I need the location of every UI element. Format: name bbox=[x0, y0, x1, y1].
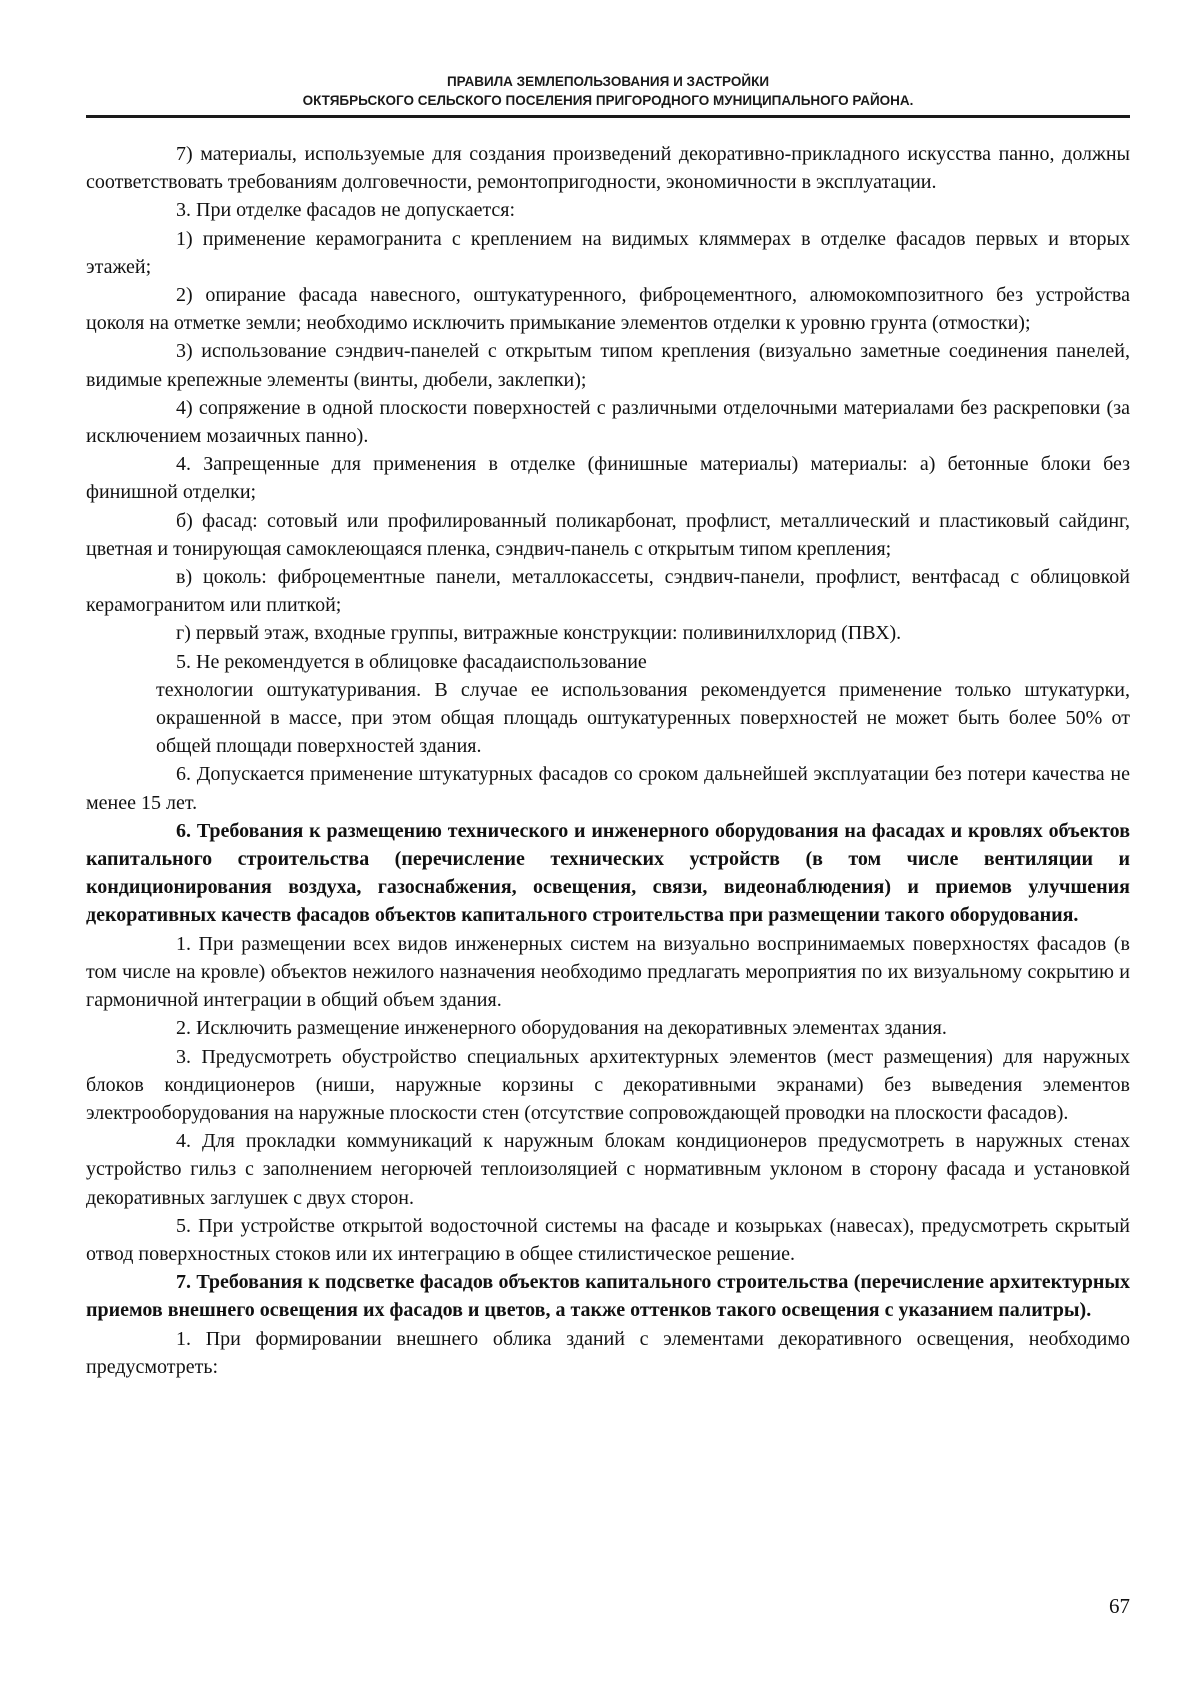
paragraph: 3. Предусмотреть обустройство специальных архитектурных элементов (мест размещения) для наружных блоков кондиционеров (ниши, наружные корзины с декоративными экранами) без выведения элементов электрооборудования на наружные плоскости стен (отсутствие сопровождающей проводки на плоскости фасадов). bbox=[86, 1045, 1130, 1124]
section-heading-6: 6. Требования к размещению технического и инженерного оборудования на фасадах и кровлях объектов капитального строительства (перечисление технических устройств (в том числе вентиляции и кондиционирования воздуха, газоснабжения, освещения, связи, видеонаблюдения) и приемов улучшения декоративных качеств фасадов объектов капитального строительства при размещении такого оборудования. bbox=[86, 819, 1130, 927]
paragraph: г) первый этаж, входные группы, витражные конструкции: поливинилхлорид (ПВХ). bbox=[176, 622, 902, 645]
section-heading-7: 7. Требования к подсветке фасадов объектов капитального строительства (перечисление архитектурных приемов внешнего освещения их фасадов и цветов, а также оттенков такого освещения с указанием палитры). bbox=[86, 1271, 1130, 1322]
header-line-1: ПРАВИЛА ЗЕМЛЕПОЛЬЗОВАНИЯ И ЗАСТРОЙКИ bbox=[446, 74, 770, 89]
paragraph: 4) сопряжение в одной плоскости поверхностей с различными отделочными материалами без раскреповки (за исключением мозаичных панно). bbox=[86, 396, 1130, 448]
header-divider bbox=[86, 115, 1130, 118]
page-number: 67 bbox=[1109, 1594, 1130, 1618]
document-body bbox=[86, 140, 1130, 1381]
paragraph: в) цоколь: фиброцементные панели, металлокассеты, сэндвич-панели, профлист, вентфасад с облицовкой керамогранитом или плиткой; bbox=[86, 566, 1130, 617]
paragraph: 4. Запрещенные для применения в отделке (финишные материалы) материалы: а) бетонные блоки без финишной отделки; bbox=[86, 453, 1130, 504]
paragraph: 6. Допускается применение штукатурных фасадов со сроком дальнейшей эксплуатации без потери качества не менее 15 лет. bbox=[86, 763, 1130, 814]
paragraph: 5. При устройстве открытой водосточной системы на фасаде и козырьках (навесах), предусмотреть скрытый отвод поверхностных стоков или их интеграцию в общее стилистическое решение. bbox=[86, 1214, 1130, 1265]
paragraph: 1. При размещении всех видов инженерных систем на визуально воспринимаемых поверхностях фасадов (в том числе на кровле) объектов нежилого назначения необходимо предлагать мероприятия по их визуальному сокрытию и гармоничной интеграции в общий объем здания. bbox=[86, 932, 1130, 1012]
paragraph: 2. Исключить размещение инженерного оборудования на декоративных элементах здания. bbox=[176, 1017, 947, 1040]
paragraph: б) фасад: сотовый или профилированный поликарбонат, профлист, металлический и пластиковый сайдинг, цветная и тонирующая самоклеющаяся пленка, сэндвич-панель с открытым типом крепления; bbox=[86, 509, 1130, 560]
paragraph: 2) опирание фасада навесного, оштукатуренного, фиброцементного, алюмокомпозитного без устройства цоколя на отметке земли; необходимо исключить примыкание элементов отделки к уровню грунта (отмостки); bbox=[86, 284, 1130, 335]
header-line-2: ОКТЯБРЬСКОГО СЕЛЬСКОГО ПОСЕЛЕНИЯ ПРИГОРОДНОГО МУНИЦИПАЛЬНОГО РАЙОНА. bbox=[302, 93, 914, 108]
paragraph-continuation: технологии оштукатуривания. В случае ее использования рекомендуется применение только штукатурки, окрашенной в массе, при этом общая площадь оштукатуренных поверхностей не может быть более 50% от общей площади поверхностей здания. bbox=[156, 678, 1130, 758]
paragraph: 3) использование сэндвич-панелей с открытым типом крепления (визуально заметные соединения панелей, видимые крепежные элементы (винты, дюбели, заклепки); bbox=[86, 340, 1130, 391]
paragraph: 4. Для прокладки коммуникаций к наружным блокам кондиционеров предусмотреть в наружных стенах устройство гильз с заполнением негорючей теплоизоляцией с нормативным уклоном в сторону фасада и установкой декоративных заглушек с двух сторон. bbox=[86, 1130, 1130, 1209]
paragraph: 5. Не рекомендуется в облицовке фасадаиспользование bbox=[176, 650, 647, 673]
running-header bbox=[86, 72, 1130, 110]
paragraph: 1) применение керамогранита с креплением на видимых кляммерах в отделке фасадов первых и вторых этажей; bbox=[86, 227, 1130, 278]
paragraph: 1. При формировании внешнего облика зданий с элементами декоративного освещения, необходимо предусмотреть: bbox=[86, 1327, 1130, 1378]
paragraph: 3. При отделке фасадов не допускается: bbox=[176, 199, 516, 222]
paragraph: 7) материалы, используемые для создания произведений декоративно-прикладного искусства панно, должны соответствовать требованиям долговечности, ремонтопригодности, экономичности в эксплуатации. bbox=[86, 143, 1130, 194]
